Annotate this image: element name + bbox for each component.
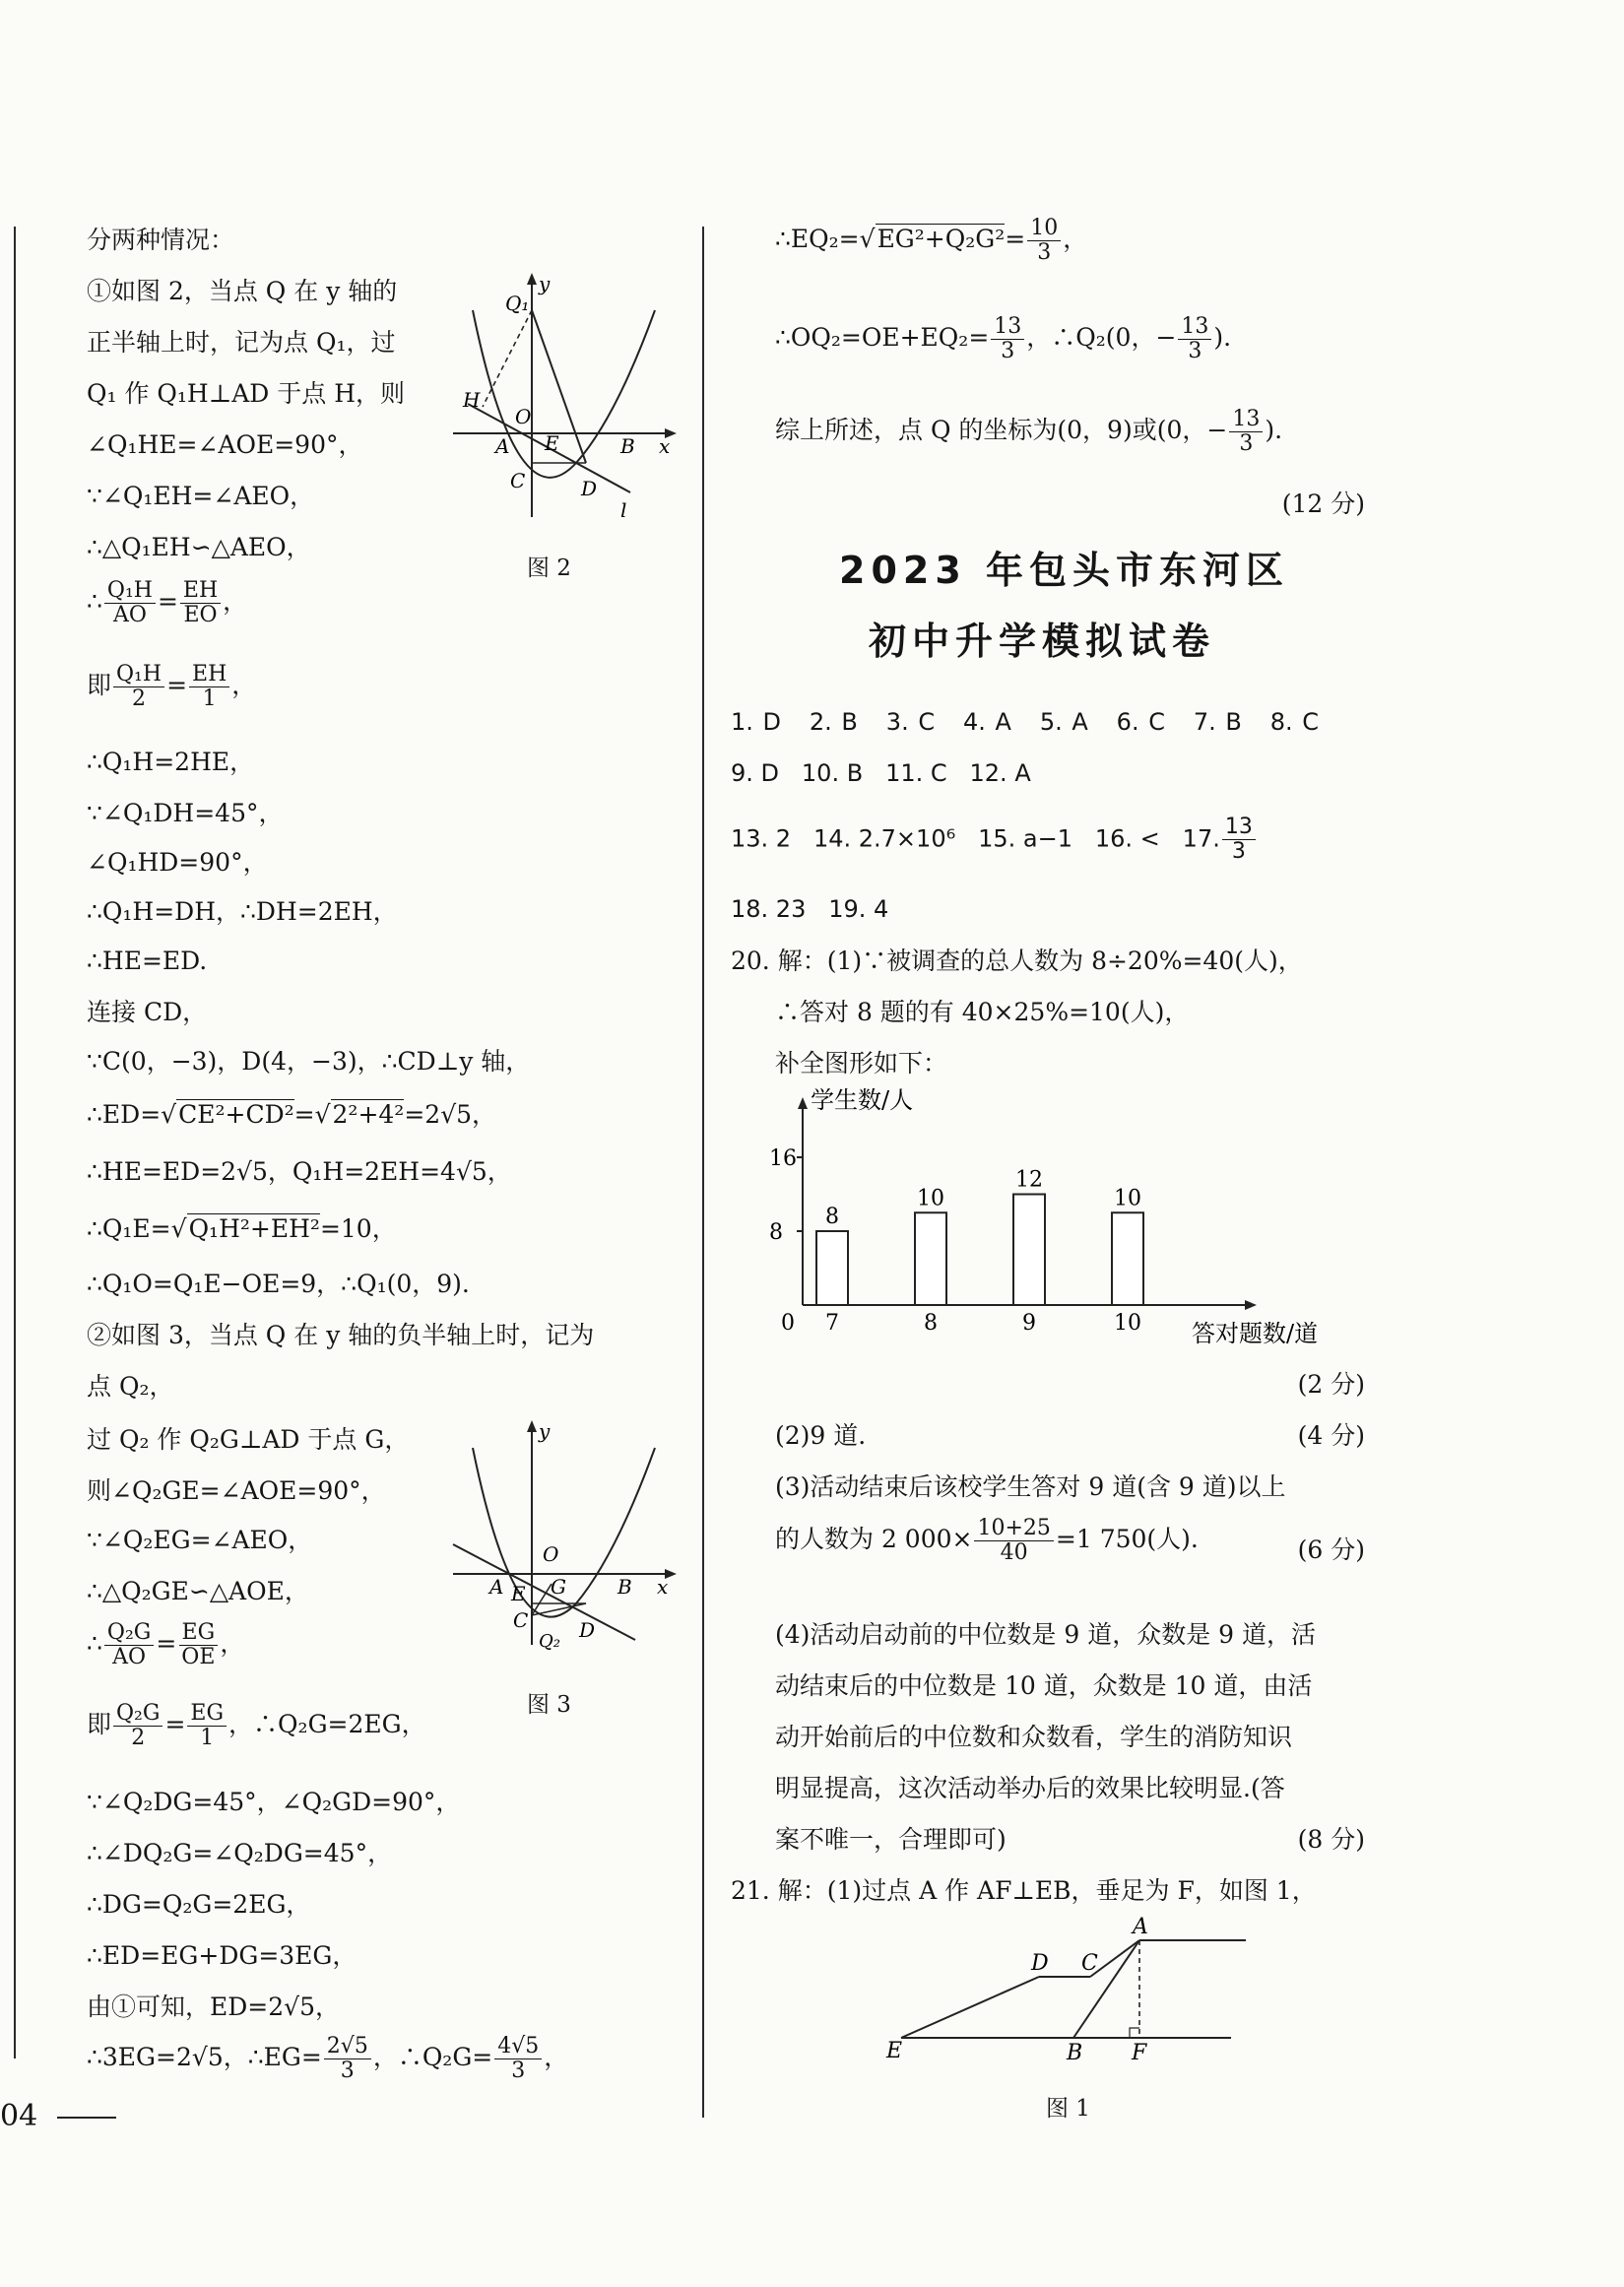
label-l: l xyxy=(620,498,627,522)
label-h: H xyxy=(463,388,481,412)
fraction: $\frac{2√5}{3}$ xyxy=(324,2035,371,2083)
bar-chart xyxy=(758,1083,1349,1359)
text-line: 20. 解：(1)∵被调查的总人数为 8÷20%=40(人)， xyxy=(731,947,1303,975)
equation-line: ∴3EG=2√5，∴EG= $\frac{2√5}{3}$ ，∴Q₂G= $\frac{4√5}{3}$ ， xyxy=(87,2034,569,2084)
fraction: $\frac{EG}{1}$ xyxy=(187,1702,227,1750)
text-line: ∠Q₁HD=90°， xyxy=(87,848,268,877)
score: (4 分) xyxy=(1297,1421,1365,1450)
bar xyxy=(816,1231,848,1305)
text-line: ∵∠Q₂DG=45°，∠Q₂GD=90°， xyxy=(87,1788,461,1816)
label-a: A xyxy=(495,434,510,458)
score: (8 分) xyxy=(1297,1825,1365,1854)
text-line: 明显提高，这次活动举办后的效果比较明显.(答 xyxy=(775,1774,1285,1802)
score: (2 分) xyxy=(1297,1370,1365,1399)
score: (6 分) xyxy=(1297,1536,1365,1564)
fraction: $\frac{10+25}{40}$ xyxy=(974,1517,1053,1565)
text-line: 动开始前后的中位数和众数看，学生的消防知识 xyxy=(775,1723,1293,1751)
figure-1-caption: 图 1 xyxy=(1046,2096,1090,2122)
fraction: $\frac{4√5}{3}$ xyxy=(494,2035,542,2083)
text-line: ∴DG=Q₂G=2EG， xyxy=(87,1890,311,1919)
text-line: 补全图形如下： xyxy=(775,1049,948,1078)
equation-line: 即 $\frac{\text{Q₂G}}{2}$ = $\frac{EG}{1}$ ，∴Q₂G=2EG， xyxy=(87,1701,426,1751)
origin-label: 0 xyxy=(781,1311,795,1336)
figure-3 xyxy=(448,1418,689,1665)
text-line: 则∠Q₂GE=∠AOE=90°， xyxy=(87,1476,386,1505)
label-f: F xyxy=(1132,2041,1147,2065)
answer-row-2: 9. D 10. B 11. C 12. A xyxy=(731,759,1031,787)
label-y: y xyxy=(539,1419,551,1443)
text-line: Q₁ 作 Q₁H⊥AD 于点 H，则 xyxy=(87,379,406,408)
label-b: B xyxy=(617,1575,632,1599)
text-line: ∠Q₁HE=∠AOE=90°， xyxy=(87,430,363,459)
label-e: E xyxy=(886,2039,903,2063)
text-line: 分两种情况： xyxy=(87,226,235,254)
page-number: 04 xyxy=(0,2098,116,2135)
equation-line: ∴ $\frac{\text{Q₂G}}{AO}$ = $\frac{EG}{OE}$ ， xyxy=(87,1620,245,1670)
equation-line: 的人数为 2 000× $\frac{10+25}{40}$ =1 750(人). xyxy=(775,1516,1199,1566)
text-line: ∵∠Q₂EG=∠AEO， xyxy=(87,1526,313,1554)
label-o: O xyxy=(515,405,532,428)
text-line: ∴答对 8 题的有 40×25%=10(人)， xyxy=(775,998,1190,1026)
label-e: E xyxy=(511,1582,526,1605)
answer-row-3: 13. 2 14. 2.7×10⁶ 15. a−1 16. < 17. $\frac{13}{3}$ xyxy=(731,816,1258,864)
label-c: C xyxy=(513,1608,529,1632)
x-tick-label: 8 xyxy=(924,1311,938,1336)
fraction: $\frac{13}{3}$ xyxy=(991,315,1024,363)
fraction: $\frac{\text{Q₂G}}{2}$ xyxy=(113,1702,162,1750)
label-d: D xyxy=(1031,1951,1049,1976)
text-line: ∴ED=EG+DG=3EG， xyxy=(87,1941,357,1970)
text-line: 案不唯一，合理即可) xyxy=(775,1825,1007,1854)
label-x: x xyxy=(657,1575,669,1599)
equation-line: 综上所述，点 Q 的坐标为(0，9)或(0，− $\frac{13}{3}$ ). xyxy=(775,407,1283,457)
text-line: 点 Q₂， xyxy=(87,1372,174,1401)
text-line: ∴Q₁H=DH，∴DH=2EH， xyxy=(87,897,398,926)
y-tick-label: 16 xyxy=(769,1146,797,1171)
y-tick-label: 8 xyxy=(769,1220,783,1245)
text-line: ∵∠Q₁DH=45°， xyxy=(87,799,284,827)
y-axis-label: 学生数/人 xyxy=(811,1086,914,1114)
text-line: ∵∠Q₁EH=∠AEO， xyxy=(87,482,315,510)
label-q2: Q₂ xyxy=(539,1631,560,1652)
equation-line: ∴OQ₂=OE+EQ₂= $\frac{13}{3}$ ，∴Q₂(0，− $\frac{13}{3}$ ). xyxy=(775,314,1232,364)
label-b: B xyxy=(620,434,635,458)
text-line: ∴Q₁O=Q₁E−OE=9，∴Q₁(0，9). xyxy=(87,1270,470,1298)
segment-q1h xyxy=(483,310,532,407)
label-x: x xyxy=(659,434,671,458)
column-divider xyxy=(702,227,704,2118)
label-c: C xyxy=(510,469,526,492)
label-o: O xyxy=(543,1542,559,1566)
text-line: ∴△Q₁EH∽△AEO， xyxy=(87,533,311,561)
slope-ed xyxy=(901,1977,1039,2038)
text-line: ∴∠DQ₂G=∠Q₂DG=45°， xyxy=(87,1839,393,1867)
label-a: A xyxy=(489,1575,504,1599)
fraction: $\frac{10}{3}$ xyxy=(1027,217,1061,265)
fraction: $\frac{\text{Q₂G}}{AO}$ xyxy=(104,1621,154,1669)
left-margin-rule xyxy=(14,227,16,2058)
text-line: 正半轴上时，记为点 Q₁，过 xyxy=(87,328,396,357)
fraction: $\frac{13}{3}$ xyxy=(1222,816,1256,864)
segment-q2g xyxy=(532,1584,552,1615)
figure-2 xyxy=(448,271,689,527)
exam-subtitle: 初中升学模拟试卷 xyxy=(869,620,1216,663)
fraction: $\frac{\text{Q₁H}}{2}$ xyxy=(113,663,164,711)
text-line: ∴HE=ED. xyxy=(87,947,208,975)
x-axis-arrow xyxy=(1245,1300,1257,1310)
bar xyxy=(1013,1195,1045,1306)
text-line: 21. 解：(1)过点 A 作 AF⊥EB，垂足为 F，如图 1， xyxy=(731,1876,1317,1905)
score: (12 分) xyxy=(1281,490,1365,518)
x-tick-label: 7 xyxy=(825,1311,839,1336)
text-line: 过 Q₂ 作 Q₂G⊥AD 于点 G， xyxy=(87,1425,410,1454)
equation-line: ∴EQ₂=√EG²+Q₂G²= $\frac{10}{3}$ ， xyxy=(775,216,1088,266)
bar xyxy=(1112,1212,1143,1305)
equation-line: 即 $\frac{\text{Q₁H}}{2}$ = $\frac{EH}{1}$ ， xyxy=(87,662,257,712)
label-c: C xyxy=(1081,1951,1098,1976)
text-line: ②如图 3，当点 Q 在 y 轴的负半轴上时，记为 xyxy=(87,1321,595,1349)
data-label: 8 xyxy=(825,1205,839,1229)
fraction: $\frac{\text{Q₁H}}{AO}$ xyxy=(104,579,156,627)
figure-1 xyxy=(881,1916,1256,2073)
data-label: 10 xyxy=(917,1186,944,1211)
x-tick-label: 10 xyxy=(1114,1311,1141,1336)
fraction: $\frac{13}{3}$ xyxy=(1178,315,1211,363)
text-line: (4)活动启动前的中位数是 9 道，众数是 9 道，活 xyxy=(775,1620,1317,1649)
fraction: $\frac{EH}{EO}$ xyxy=(180,579,221,627)
bar xyxy=(915,1212,946,1305)
label-q1: Q₁ xyxy=(505,292,530,315)
data-label: 10 xyxy=(1114,1186,1141,1211)
label-g: G xyxy=(551,1575,566,1599)
equation-line: ∴Q₁E=√Q₁H²+EH²=10， xyxy=(87,1214,397,1243)
text-line: 连接 CD， xyxy=(87,998,208,1026)
label-d: D xyxy=(579,1618,596,1642)
label-b: B xyxy=(1067,2041,1083,2065)
text-line: ∴HE=ED=2√5，Q₁H=2EH=4√5， xyxy=(87,1157,512,1186)
exam-title: 2023 年包头市东河区 xyxy=(839,549,1289,592)
fraction: $\frac{EG}{OE}$ xyxy=(178,1621,218,1669)
text-line: (2)9 道. xyxy=(775,1421,867,1450)
y-axis-arrow xyxy=(798,1097,808,1109)
label-e: E xyxy=(545,431,559,455)
right-angle-mark xyxy=(1130,2028,1139,2038)
answer-row-4: 18. 23 19. 4 xyxy=(731,895,889,923)
answer-row-1: 1. D 2. B 3. C 4. A 5. A 6. C 7. B 8. C xyxy=(731,708,1320,736)
text-line: ∴△Q₂GE∽△AOE， xyxy=(87,1577,309,1605)
text-line: ∵C(0，−3)，D(4，−3)，∴CD⊥y 轴， xyxy=(87,1047,531,1076)
equation-line: ∴ED=√CE²+CD²=√2²+4²=2√5， xyxy=(87,1100,497,1129)
text-line: (3)活动结束后该校学生答对 9 道(含 9 道)以上 xyxy=(775,1472,1286,1501)
label-a: A xyxy=(1133,1916,1148,1939)
text-line: ∴Q₁H=2HE， xyxy=(87,748,255,776)
equation-line: ∴ $\frac{\text{Q₁H}}{AO}$ = $\frac{EH}{EO}$ ， xyxy=(87,578,248,628)
x-axis-label: 答对题数/道 xyxy=(1192,1320,1319,1347)
x-tick-label: 9 xyxy=(1022,1311,1036,1336)
data-label: 12 xyxy=(1015,1167,1043,1193)
label-y: y xyxy=(539,272,551,295)
figure-3-caption: 图 3 xyxy=(527,1692,571,1718)
label-d: D xyxy=(581,477,598,500)
fraction: $\frac{EH}{1}$ xyxy=(189,663,229,711)
text-line: 动结束后的中位数是 10 道，众数是 10 道，由活 xyxy=(775,1671,1313,1700)
figure-2-caption: 图 2 xyxy=(527,555,571,581)
text-line: 由①可知，ED=2√5， xyxy=(87,1993,340,2021)
fraction: $\frac{13}{3}$ xyxy=(1229,408,1263,456)
text-line: ①如图 2，当点 Q 在 y 轴的 xyxy=(87,277,398,305)
